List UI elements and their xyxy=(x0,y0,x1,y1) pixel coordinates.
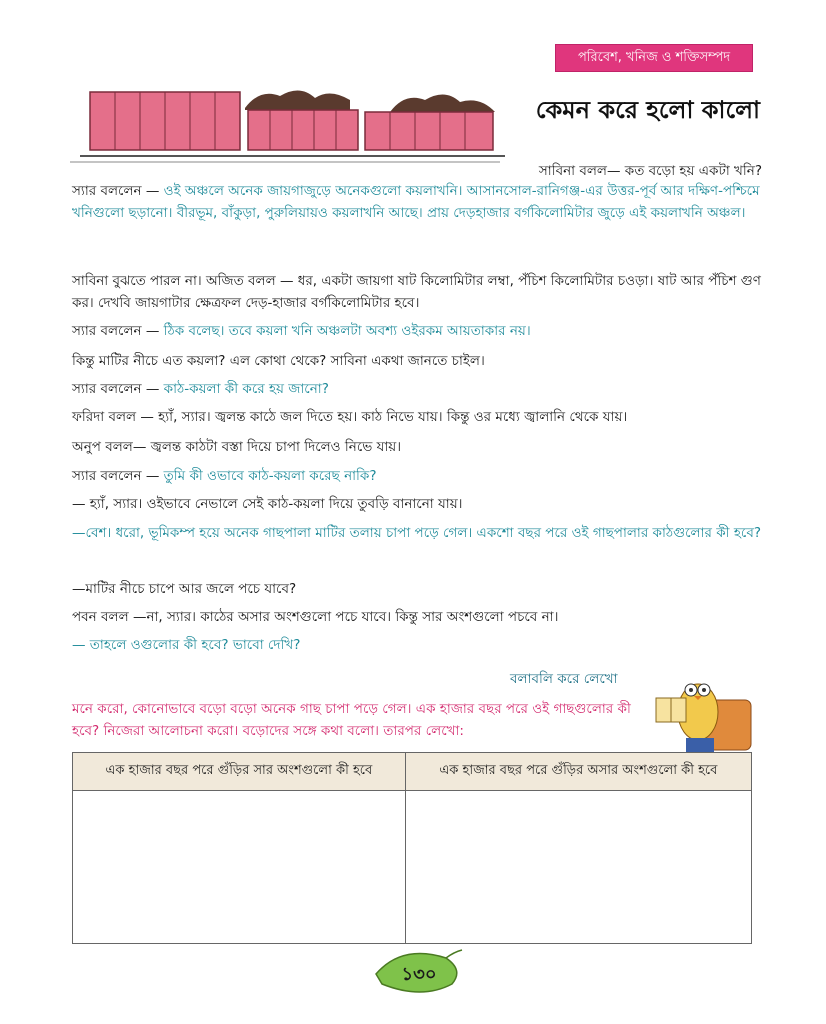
paragraph-9: — হ্যাঁ, স্যার। ওইভাবে নেভালে সেই কাঠ-কয়লা দিয়ে তুবড়ি বানানো যায়। xyxy=(72,496,463,512)
paragraph-7: অনুপ বলল— জ্বলন্ত কাঠটা বস্তা দিয়ে চাপা দিলেও নিভে যায়। xyxy=(72,439,402,455)
activity-prompt: মনে করো, কোনোভাবে বড়ো বড়ো অনেক গাছ চাপা পড়ে গেল। এক হাজার বছর পরে ওই গাছগুলোর কী হবে? নিজেরা আলোচনা করো। বড়োদের সঙ্গে কথা বলো। তারপর লেখো: xyxy=(72,701,631,739)
paragraph-5: স্যার বললেন — কাঠ-কয়লা কী করে হয় জানো? xyxy=(72,381,329,397)
paragraph-13: — তাহলে ওগুলোর কী হবে? ভাবো দেখি? xyxy=(72,637,301,653)
page-title: কেমন করে হলো কালো xyxy=(535,96,760,124)
paragraph-6: ফরিদা বলল — হ্যাঁ, স্যার। জ্বলন্ত কাঠে জল দিতে হয়। কাঠ নিভে যায়। কিন্তু ওর মধ্যে জ্বালানি থেকে যায়। xyxy=(72,409,628,425)
answer-cell-asar[interactable] xyxy=(405,791,751,944)
paragraph-12: পবন বলল —না, স্যার। কাঠের অসার অংশগুলো পচে যাবে। কিন্তু সার অংশগুলো পচবে না। xyxy=(72,609,559,625)
paragraph-4: কিন্তু মাটির নীচে এত কয়লা? এল কোথা থেকে? সাবিনা একথা জানতে চাইল। xyxy=(72,353,485,369)
intro-line: সাবিনা বলল— কত বড়ো হয় একটা খনি? xyxy=(538,163,762,179)
paragraph-11: —মাটির নীচে চাপে আর জলে পচে যাবে? xyxy=(72,581,297,597)
activity-header: বলাবলি করে লেখো xyxy=(510,671,618,687)
owl-reading-illustration xyxy=(636,660,756,760)
column-header-asar: এক হাজার বছর পরে গুঁড়ির অসার অংশগুলো কী হবে xyxy=(405,753,751,791)
coal-train-illustration xyxy=(60,78,510,168)
paragraph-2: সাবিনা বুঝতে পারল না। অজিত বলল — ধর, একটা জায়গা ষাট কিলোমিটার লম্বা, পঁচিশ কিলোমিটার চওড়া। ষাট আর পঁচিশ গুণ কর। দেখবি জায়গাটার ক্ষেত্রফল দেড়-হাজার বর্গকিলোমিটার হবে। xyxy=(72,273,761,311)
paragraph-3: স্যার বললেন — ঠিক বলেছ। তবে কয়লা খনি অঞ্চলটা অবশ্য ওইরকম আয়তাকার নয়। xyxy=(72,323,531,339)
worksheet-table xyxy=(72,752,752,944)
page-number: ১৩০ xyxy=(401,964,437,985)
chapter-badge: পরিবেশ, খনিজ ও শক্তিসম্পদ xyxy=(555,44,753,72)
paragraph-10: —বেশ। ধরো, ভূমিকম্প হয়ে অনেক গাছপালা মাটির তলায় চাপা পড়ে গেল। একশো বছর পরে ওই গাছপালার কাঠগুলোর কী হবে? xyxy=(72,525,762,541)
column-header-sar: এক হাজার বছর পরে গুঁড়ির সার অংশগুলো কী হবে xyxy=(73,753,406,791)
answer-cell-sar[interactable] xyxy=(73,791,406,944)
paragraph-1: স্যার বললেন — ওই অঞ্চলে অনেক জায়গাজুড়ে অনেকগুলো কয়লাখনি। আসানসোল-রানিগঞ্জ-এর উত্তর-পূর্ব আর দক্ষিণ-পশ্চিমে খনিগুলো ছড়ানো। বীরভূম, বাঁকুড়া, পুরুলিয়ায়ও কয়লাখনি আছে। প্রায় দেড়হাজার বর্গকিলোমিটার জুড়ে এই কয়লাখনি অঞ্চল। xyxy=(72,183,760,221)
paragraph-8: স্যার বললেন — তুমি কী ওভাবে কাঠ-কয়লা করেছ নাকি? xyxy=(72,468,377,484)
